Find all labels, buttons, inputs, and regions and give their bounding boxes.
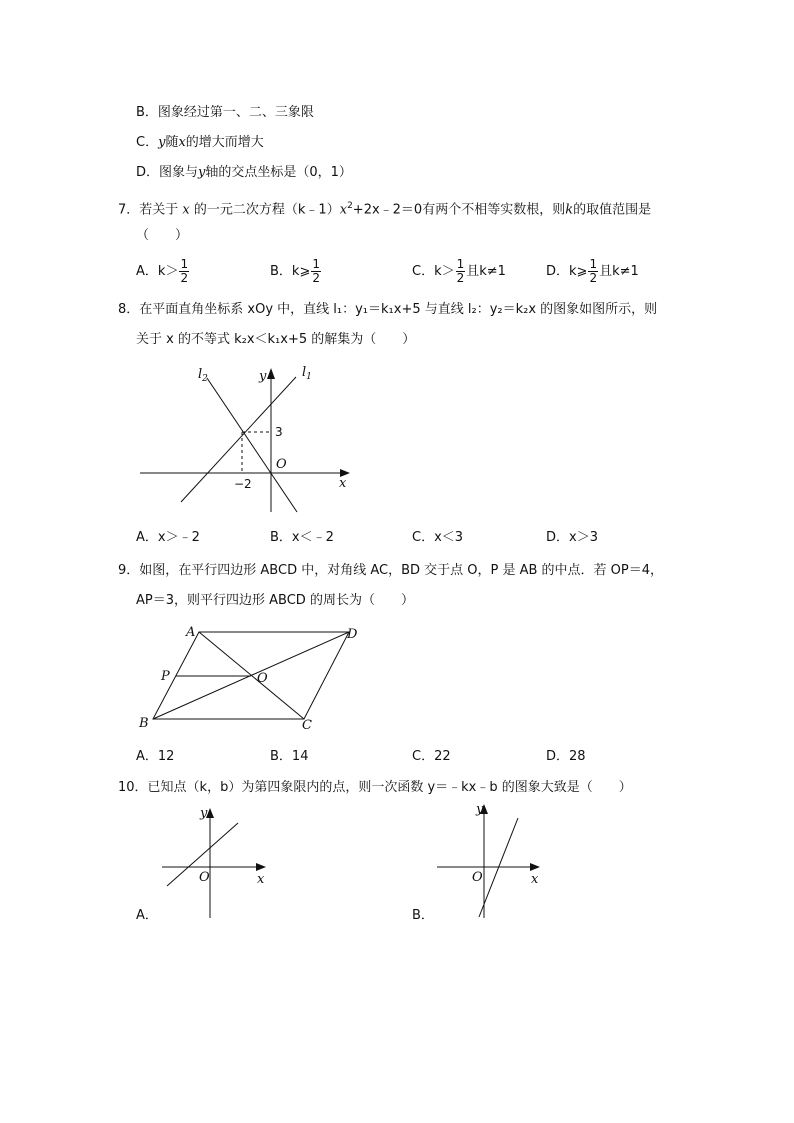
q9-option-a: A．12 — [136, 749, 175, 764]
q8-option-b: B．x＜﹣2 — [270, 530, 334, 545]
svg-text:O: O — [472, 870, 483, 885]
q8-option-d: D．x＞3 — [546, 530, 598, 545]
q6-option-b: B．图象经过第一、二、三象限 — [136, 105, 314, 120]
q8-label-y: y — [259, 369, 267, 384]
q6-option-c: C．y随x的增大而增大 — [136, 135, 264, 150]
q7-blank: （ ） — [136, 228, 189, 243]
q8-stem-line2: 关于 x 的不等式 k₂x＜k₁x+5 的解集为（ ） — [136, 332, 416, 347]
q8-option-a: A．x＞﹣2 — [136, 530, 200, 545]
q8-label-neg-two: −2 — [234, 477, 252, 491]
q7-option-c: C．k＞ $\frac{1}{2}$ 且k≠1 — [412, 257, 506, 285]
q9-option-c: C．22 — [412, 749, 451, 764]
q10-option-a-label: A． — [136, 908, 158, 923]
q9-stem-line2: AP＝3，则平行四边形 ABCD 的周长为（ ） — [136, 593, 414, 608]
q8-label-l2: $l_2$ — [198, 367, 208, 384]
q10-option-b-label: B． — [412, 908, 434, 923]
q7-option-d: D．k⩾ $\frac{1}{2}$ 且k≠1 — [546, 257, 639, 285]
q9-label-a: A — [186, 625, 196, 640]
svg-text:x: x — [531, 872, 539, 887]
q9-label-o: O — [257, 671, 268, 686]
svg-text:y: y — [200, 806, 208, 821]
svg-text:x: x — [257, 872, 265, 887]
q9-option-d: D．28 — [546, 749, 586, 764]
q8-label-three: 3 — [275, 425, 283, 439]
q7-option-b: B．k⩾ $\frac{1}{2}$ — [270, 257, 320, 285]
q9-option-b: B．14 — [270, 749, 309, 764]
q7-option-a: A．k＞ $\frac{1}{2}$ — [136, 257, 189, 285]
q9-label-b: B — [139, 716, 149, 731]
svg-text:y: y — [476, 802, 484, 817]
q8-label-origin: O — [276, 457, 287, 472]
q9-label-c: C — [302, 718, 312, 733]
q10-stem: 10．已知点（k，b）为第四象限内的点，则一次函数 y＝﹣kx﹣b 的图象大致是（ ） — [118, 780, 632, 795]
q7-stem: 7．若关于 x 的一元二次方程$(k﹣1)x^2+2x﹣2=0$有两个不相等实数根，则k的取值范围是 — [118, 201, 652, 218]
q9-stem-line1: 9．如图，在平行四边形 ABCD 中，对角线 AC，BD 交于点 O，P 是 AB 的中点．若 OP＝4， — [118, 563, 664, 578]
q8-label-l1: $l_1$ — [302, 365, 312, 382]
q6-option-d: D．图象与y轴的交点坐标是（0，1） — [136, 165, 352, 180]
q8-option-c: C．x＜3 — [412, 530, 464, 545]
svg-text:O: O — [199, 870, 210, 885]
q9-label-p: P — [161, 669, 170, 684]
q9-label-d: D — [347, 627, 358, 642]
q8-label-x: x — [339, 476, 347, 491]
q8-stem-line1: 8．在平面直角坐标系 xOy 中，直线 l₁：y₁＝k₁x+5 与直线 l₂：y₂＝k₂x 的图象如图所示，则 — [118, 302, 658, 317]
